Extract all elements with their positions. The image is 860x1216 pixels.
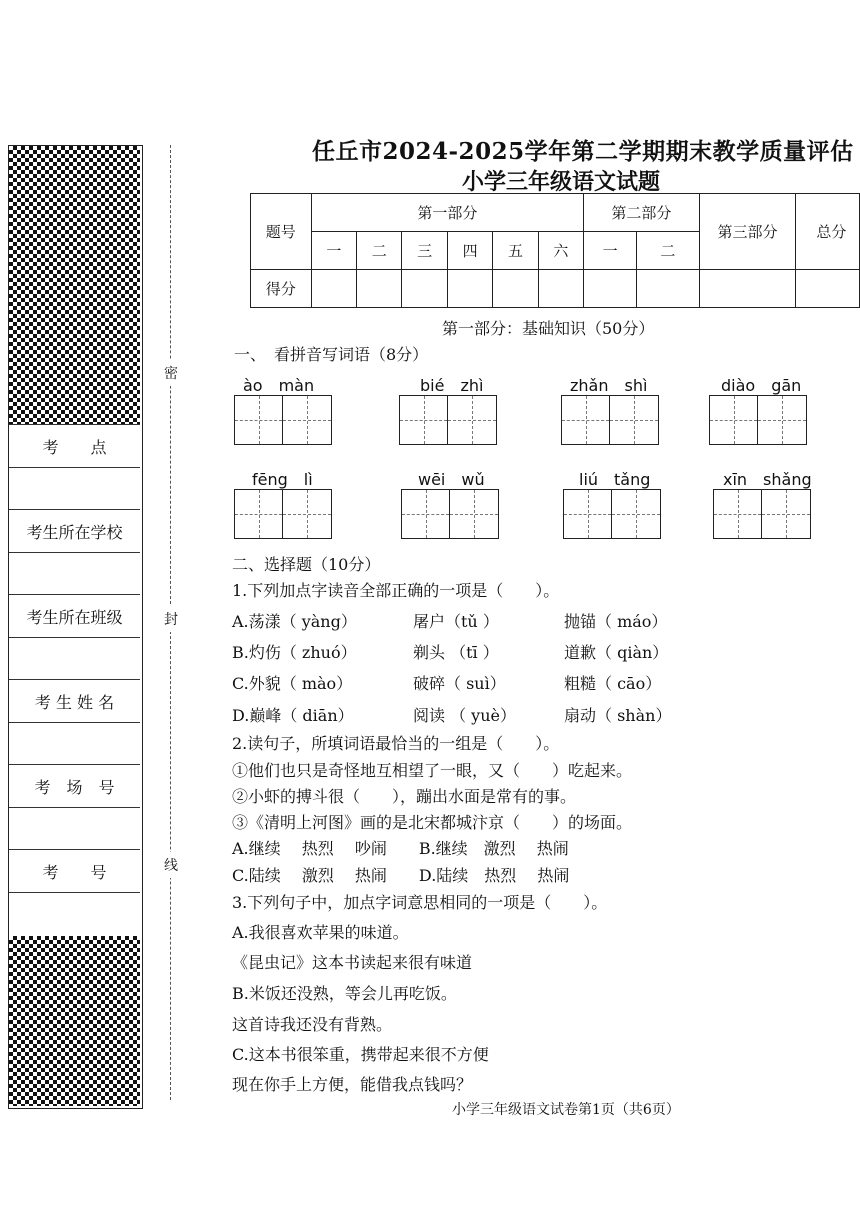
pinyin-6: wēi wǔ [418,470,485,489]
field-exam-site-blank[interactable] [9,467,140,509]
q3-line-6: 现在你手上方便，能借我点钱吗？ [232,1075,473,1094]
score-cell[interactable] [447,270,492,308]
writing-grid-5[interactable] [234,489,332,539]
q3-stem: 3.下列句子中，加点字词意思相同的一项是（ ）。 [232,893,608,912]
field-name-blank[interactable] [9,722,140,764]
q2-options-ab: A.继续 热烈 吵闹 B.继续 激烈 热闹 [232,839,569,858]
field-room-blank[interactable] [9,807,140,849]
q1-option-d1: D.巅峰（ diān） [232,706,354,725]
q2-sentence-1: ①他们也只是奇怪地互相望了一眼，又（ ）吃起来。 [232,761,633,780]
col-6: 六 [538,232,583,270]
pinyin-2: bié zhì [420,376,484,395]
q1-option-b1: B.灼伤（ zhuó） [232,643,357,662]
writing-grid-1[interactable] [234,395,332,445]
binding-strip [8,145,143,1109]
writing-grid-7[interactable] [563,489,661,539]
field-class-blank[interactable] [9,637,140,679]
part2-header: 第二部分 [584,194,700,232]
q1-option-d3: 扇动（ shàn） [564,706,672,725]
q1-option-b3: 道歉（ qiàn） [564,643,669,662]
pinyin-5: fēng lì [252,470,313,489]
q2-sentence-2: ②小虾的搏斗很（ ），蹦出水面是常有的事。 [232,787,577,806]
total-header: 总分 [796,194,860,270]
pinyin-3: zhǎn shì [570,376,648,395]
col-3: 三 [402,232,447,270]
field-class: 考生所在班级 [9,594,140,637]
col-p2-1: 一 [584,232,637,270]
q1-option-c3: 粗糙（ cāo） [564,674,662,693]
q1-stem: 1.下列加点字读音全部正确的一项是（ ）。 [232,581,560,600]
q1-option-c2: 破碎（ suì） [413,674,506,693]
field-exam-site: 考 点 [9,424,140,467]
q3-line-4: 这首诗我还没有背熟。 [232,1015,393,1034]
exam-subtitle: 小学三年级语文试题 [462,169,661,195]
score-cell[interactable] [699,270,796,308]
field-school: 考生所在学校 [9,509,140,552]
pinyin-8: xīn shǎng [723,470,812,489]
decorative-pattern-bottom [9,936,140,1106]
seal-char-xian: 线 [164,852,178,878]
score-cell[interactable] [538,270,583,308]
field-school-blank[interactable] [9,552,140,594]
col-2: 二 [357,232,402,270]
section1-heading: 一、 看拼音写词语（8分） [234,345,429,364]
q1-option-d2: 阅读 （ yuè） [413,706,516,725]
page-footer: 小学三年级语文试卷第1页（共6页） [452,1102,680,1118]
q3-line-5: C.这本书很笨重，携带起来很不方便 [232,1045,489,1064]
field-name: 考 生 姓 名 [9,679,140,722]
part1-header: 第一部分 [311,194,584,232]
writing-grid-8[interactable] [713,489,811,539]
field-exam-number-blank[interactable] [9,892,140,936]
q2-stem: 2.读句子，所填词语最恰当的一组是（ ）。 [232,734,560,753]
row-label: 题号 [251,194,312,270]
score-cell[interactable] [311,270,356,308]
col-1: 一 [311,232,356,270]
pinyin-7: liú tǎng [579,470,651,489]
section2-heading: 二、选择题（10分） [232,555,381,574]
part3-header: 第三部分 [699,194,796,270]
q1-option-c1: C.外貌（ mào） [232,674,353,693]
writing-grid-2[interactable] [399,395,497,445]
decorative-pattern-top [9,146,140,424]
score-cell[interactable] [402,270,447,308]
col-5: 五 [493,232,538,270]
q3-line-1: A.我很喜欢苹果的味道。 [232,923,409,942]
q1-option-a3: 抛锚（ máo） [564,612,668,631]
col-p2-2: 二 [637,232,700,270]
score-cell[interactable] [493,270,538,308]
q3-line-2: 《昆虫记》这本书读起来很有味道 [232,953,473,972]
q1-option-b2: 剃头 （tī ） [413,643,499,662]
writing-grid-6[interactable] [401,489,499,539]
score-cell[interactable] [796,270,860,308]
seal-char-feng: 封 [164,606,178,632]
pinyin-1: ào màn [243,376,315,395]
col-4: 四 [447,232,492,270]
score-cell[interactable] [637,270,700,308]
field-room: 考 场 号 [9,764,140,807]
pinyin-4: diào gān [721,376,802,395]
score-cell[interactable] [584,270,637,308]
writing-grid-4[interactable] [709,395,807,445]
q1-option-a1: A.荡漾（ yàng） [232,612,357,631]
seal-char-mi: 密 [164,360,178,386]
q3-line-3: B.米饭还没熟，等会儿再吃饭。 [232,984,457,1003]
score-label: 得分 [251,270,312,308]
score-cell[interactable] [357,270,402,308]
q2-options-cd: C.陆续 激烈 热闹 D.陆续 热烈 热闹 [232,866,570,885]
writing-grid-3[interactable] [561,395,659,445]
part1-title: 第一部分：基础知识（50分） [442,319,655,338]
q2-sentence-3: ③《清明上河图》画的是北宋都城汴京（ ）的场面。 [232,813,633,832]
score-table [250,193,860,308]
q1-option-a2: 屠户（tǔ ） [413,612,499,631]
field-exam-number: 考 号 [9,849,140,892]
exam-title: 任丘市2024-2025学年第二学期期末教学质量评估 [312,138,854,165]
